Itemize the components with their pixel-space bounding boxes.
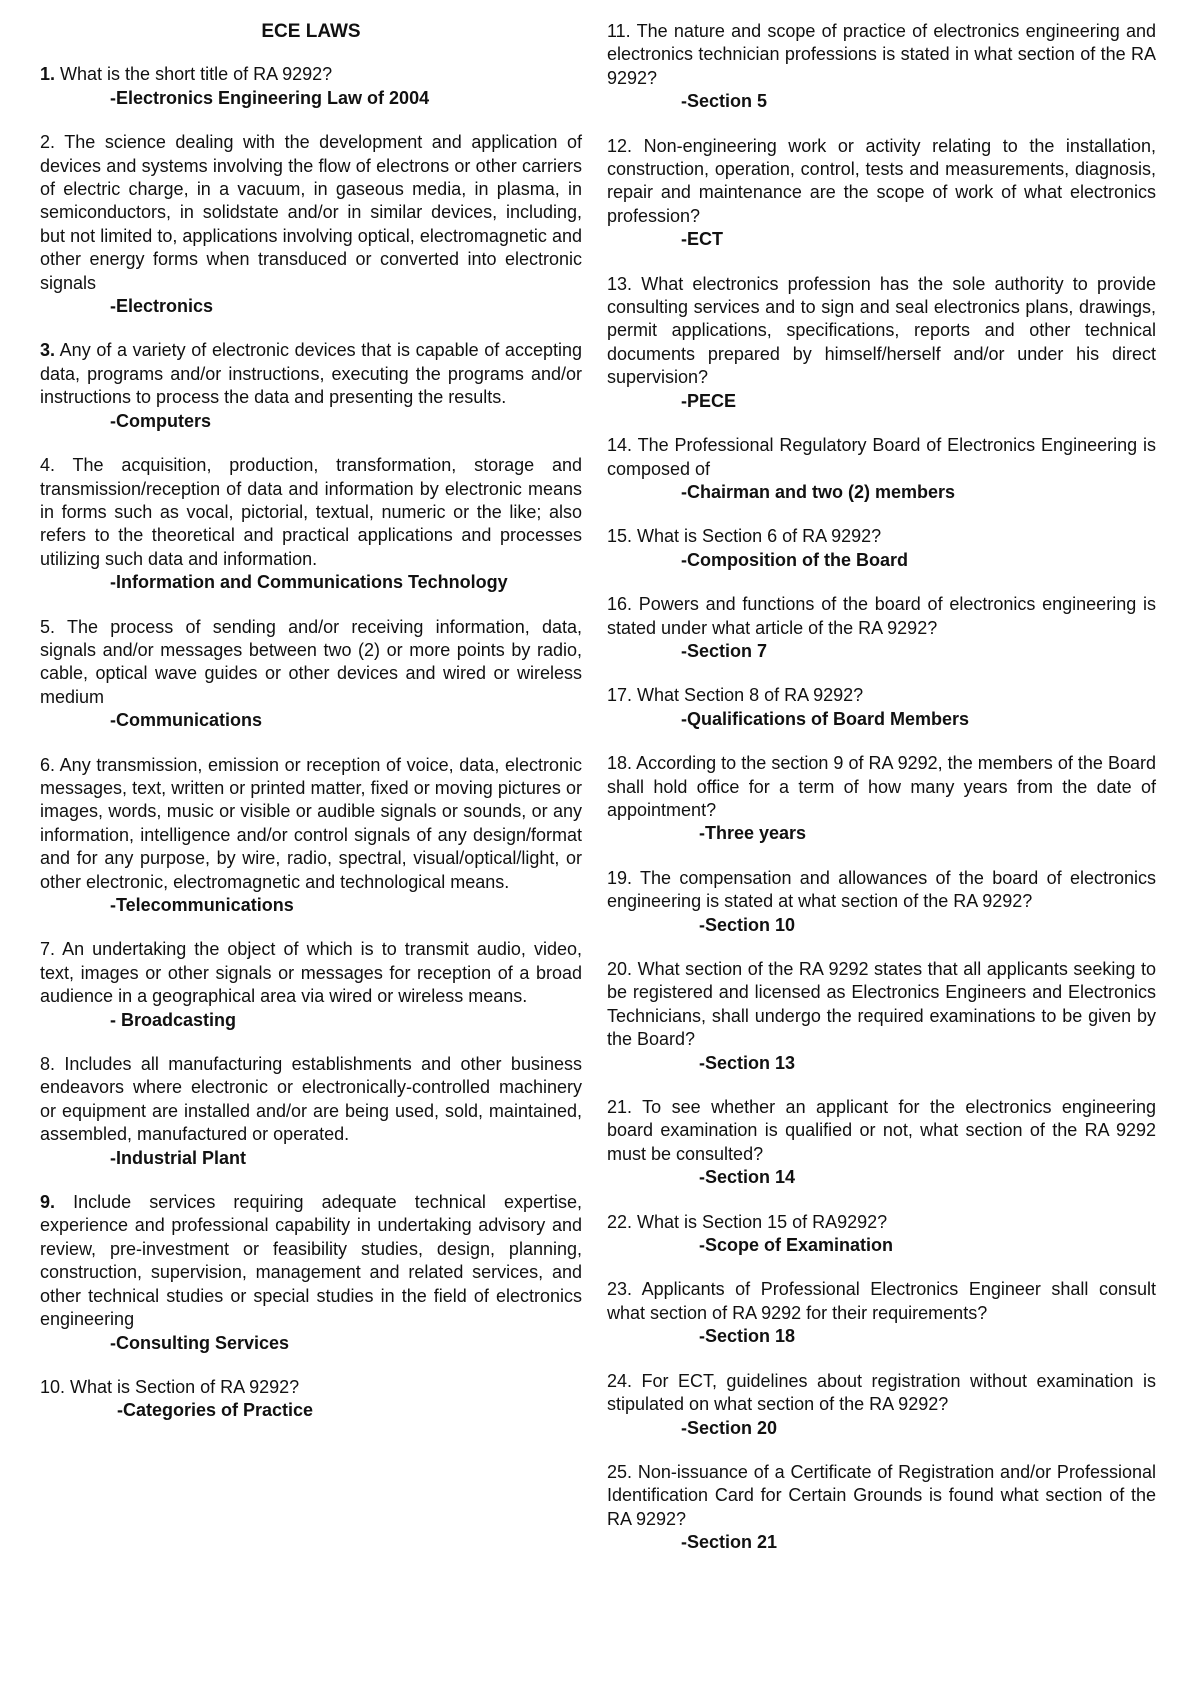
question (40, 616, 582, 710)
question-number: 9. (40, 1192, 56, 1213)
question-number: 6. (40, 754, 56, 775)
question-text: The Professional Regulatory Board of Electronics Engineering is composed of (607, 435, 1156, 479)
question-number: 18. (607, 753, 633, 774)
question-number: 24. (607, 1370, 633, 1391)
answer: -Section 7 (681, 640, 768, 661)
question-text: What is the short title of RA 9292? (60, 64, 333, 85)
right-column (607, 20, 1156, 1576)
question-number: 3. (40, 340, 56, 361)
qa-item-25 (607, 1461, 1156, 1555)
question (40, 339, 582, 409)
question (607, 135, 1156, 229)
qa-item-1 (40, 63, 582, 110)
answer: -Composition of the Board (681, 549, 908, 570)
question-text: Non-issuance of a Certificate of Registration and/or Professional Identification Card for Certain Grounds is found what section of the RA 9292? (607, 1461, 1156, 1529)
qa-item-10 (40, 1376, 582, 1423)
qa-item-4 (40, 454, 582, 594)
question (607, 434, 1156, 481)
qa-item-3 (40, 339, 582, 433)
answer: -Section 13 (699, 1052, 796, 1073)
qa-item-17 (607, 684, 1156, 731)
question-number: 10. (40, 1376, 66, 1397)
question-text: According to the section 9 of RA 9292, the members of the Board shall hold office for a term of how many years from the date of appointment? (607, 753, 1156, 820)
question-number: 1. (40, 64, 56, 85)
question (40, 754, 582, 894)
answer: -Chairman and two (2) members (681, 481, 956, 502)
question-number: 25. (607, 1461, 633, 1482)
qa-item-12 (607, 135, 1156, 252)
question-text: What is Section 6 of RA 9292? (637, 526, 882, 547)
question (607, 525, 1156, 548)
answer: -Categories of Practice (117, 1400, 314, 1421)
question-number: 11. (607, 21, 631, 41)
question (607, 684, 1156, 707)
question-text: The process of sending and/or receiving information, data, signals and/or messages between two (2) or more points by radio, cable, optical wave guides or other devices and wired or wireless medium (40, 616, 582, 707)
question (40, 131, 582, 295)
question-number: 19. (607, 867, 633, 888)
question-text: Any transmission, emission or reception of voice, data, electronic messages, text, written or printed matter, fixed or moving pictures or images, words, music or visible or audible signals or sounds, or any information, intelligence and/or control signals of any design/format and for any purpose, by wire, radio, spectral, visual/optical/light, or other electronic, electromagnetic and technological means. (40, 754, 582, 892)
question-text: What is Section 15 of RA9292? (637, 1211, 888, 1232)
answer: -Section 10 (699, 914, 796, 935)
question (40, 938, 582, 1008)
question-text: The nature and scope of practice of electronics engineering and electronics technician professions is stated in what section of the RA 9292? (607, 21, 1156, 88)
answer: -Section 5 (681, 91, 768, 112)
qa-item-15 (607, 525, 1156, 572)
question-number: 21. (607, 1097, 633, 1118)
answer: -Qualifications of Board Members (681, 708, 970, 729)
question (607, 273, 1156, 390)
answer: -Section 18 (699, 1326, 796, 1347)
answer: - Broadcasting (110, 1009, 237, 1030)
question-text: What section of the RA 9292 states that all applicants seeking to be registered and licensed as Electronics Engineers and Electronics Technicians, shall undergo the required examinations to be given by the Board? (607, 959, 1156, 1050)
question (607, 958, 1156, 1052)
question (607, 752, 1156, 822)
question-text: Any of a variety of electronic devices that is capable of accepting data, programs and/or instructions, executing the programs and/or instructions to process the data and presenting the results. (40, 340, 582, 408)
answer: -Consulting Services (110, 1332, 290, 1353)
answer: -Section 21 (681, 1532, 778, 1553)
question-number: 14. (607, 435, 633, 456)
qa-item-2 (40, 131, 582, 318)
qa-item-21 (607, 1096, 1156, 1190)
answer: -Telecommunications (110, 895, 294, 915)
question-number: 12. (607, 135, 633, 156)
answer: -ECT (681, 229, 723, 250)
answer: -Electronics (110, 296, 214, 317)
qa-item-16 (607, 593, 1156, 663)
qa-item-20 (607, 958, 1156, 1075)
answer: -Information and Communications Technology (110, 572, 508, 593)
question-number: 8. (40, 1054, 56, 1075)
qa-item-9 (40, 1191, 582, 1355)
answer: -Scope of Examination (699, 1235, 894, 1256)
question-text: To see whether an applicant for the electronics engineering board examination is qualified or not, what section of the RA 9292 must be consulted? (607, 1097, 1156, 1164)
question (607, 593, 1156, 640)
qa-item-6 (40, 754, 582, 918)
qa-item-13 (607, 273, 1156, 413)
page-title: ECE LAWS (261, 21, 361, 42)
question-text: Includes all manufacturing establishments and other business endeavors where electronic or electronically-controlled machinery or equipment are installed and/or are being used, sold, maintained, assembled, manufactured or operated. (40, 1054, 582, 1145)
answer: -PECE (681, 390, 737, 411)
question-text: Non-engineering work or activity relating to the installation, construction, operation, control, tests and measurements, diagnosis, repair and maintenance are the scope of work of what electronics profession? (607, 135, 1156, 226)
left-column (40, 20, 582, 1444)
question-number: 13. (607, 273, 633, 294)
question-text: What Section 8 of RA 9292? (637, 685, 864, 706)
answer: -Communications (110, 710, 263, 731)
question-text: What is Section of RA 9292? (70, 1376, 300, 1397)
answer: -Industrial Plant (110, 1147, 247, 1168)
question-number: 7. (40, 939, 56, 960)
question-text: The science dealing with the development and application of devices and systems involving the flow of electrons or other carriers of electric charge, in a vacuum, in gaseous media, in plasma, in semiconductors, in solidstate and/or in similar devices, including, but not limited to, applications involving optical, electromagnetic and other energy forms when transduced or converted into electronic signals (40, 132, 582, 293)
question-text: The acquisition, production, transformation, storage and transmission/reception of data and information by electronic means in forms such as vocal, pictorial, textual, numeric or the like; also refers to the theoretical and practical applications and processes utilizing such data and information. (40, 455, 582, 569)
qa-item-5 (40, 616, 582, 733)
qa-item-11 (607, 20, 1156, 114)
question-text: Powers and functions of the board of electronics engineering is stated under what article of the RA 9292? (607, 594, 1156, 638)
answer: -Three years (699, 823, 807, 844)
question (607, 20, 1156, 90)
question-number: 4. (40, 455, 56, 476)
question-number: 20. (607, 959, 633, 979)
question-number: 23. (607, 1279, 633, 1300)
question-number: 16. (607, 594, 633, 615)
question-text: Include services requiring adequate technical expertise, experience and professional capability in undertaking advisory and review, pre-investment or feasibility studies, design, planning, construction, supervision, management and related services, and other technical studies or special studies in the field of electronics engineering (40, 1192, 582, 1330)
qa-item-14 (607, 434, 1156, 504)
answer: -Section 14 (699, 1167, 796, 1188)
qa-item-24 (607, 1370, 1156, 1440)
qa-item-19 (607, 867, 1156, 937)
qa-item-18 (607, 752, 1156, 846)
answer: -Section 20 (681, 1417, 778, 1438)
qa-item-8 (40, 1053, 582, 1170)
question-text: Applicants of Professional Electronics Engineer shall consult what section of RA 9292 for their requirements? (607, 1279, 1156, 1323)
question-number: 5. (40, 616, 56, 637)
question (40, 63, 582, 86)
question-text: The compensation and allowances of the board of electronics engineering is stated at what section of the RA 9292? (607, 867, 1156, 912)
question (607, 1211, 1156, 1234)
question (40, 1376, 582, 1399)
question (40, 1053, 582, 1147)
question (607, 1096, 1156, 1166)
question (607, 867, 1156, 914)
question-text: For ECT, guidelines about registration without examination is stipulated on what section of the RA 9292? (607, 1370, 1156, 1415)
question-text: An undertaking the object of which is to transmit audio, video, text, images or other signals or messages for reception of a broad audience in a geographical area via wired or wireless means. (40, 939, 582, 1007)
question-number: 17. (607, 685, 633, 706)
qa-item-22 (607, 1211, 1156, 1258)
question (607, 1278, 1156, 1325)
question-number: 15. (607, 526, 633, 547)
question (40, 454, 582, 571)
question-text: What electronics profession has the sole authority to provide consulting services and to sign and seal electronics plans, drawings, permit applications, specifications, reports and other technical documents prepared by himself/herself and/or under his direct supervision? (607, 273, 1156, 388)
qa-item-7 (40, 938, 582, 1032)
answer: -Electronics Engineering Law of 2004 (110, 87, 430, 108)
question-number: 2. (40, 132, 56, 153)
question (607, 1370, 1156, 1417)
question (607, 1461, 1156, 1531)
answer: -Computers (110, 410, 212, 431)
qa-item-23 (607, 1278, 1156, 1348)
question-number: 22. (607, 1211, 633, 1232)
question (40, 1191, 582, 1331)
